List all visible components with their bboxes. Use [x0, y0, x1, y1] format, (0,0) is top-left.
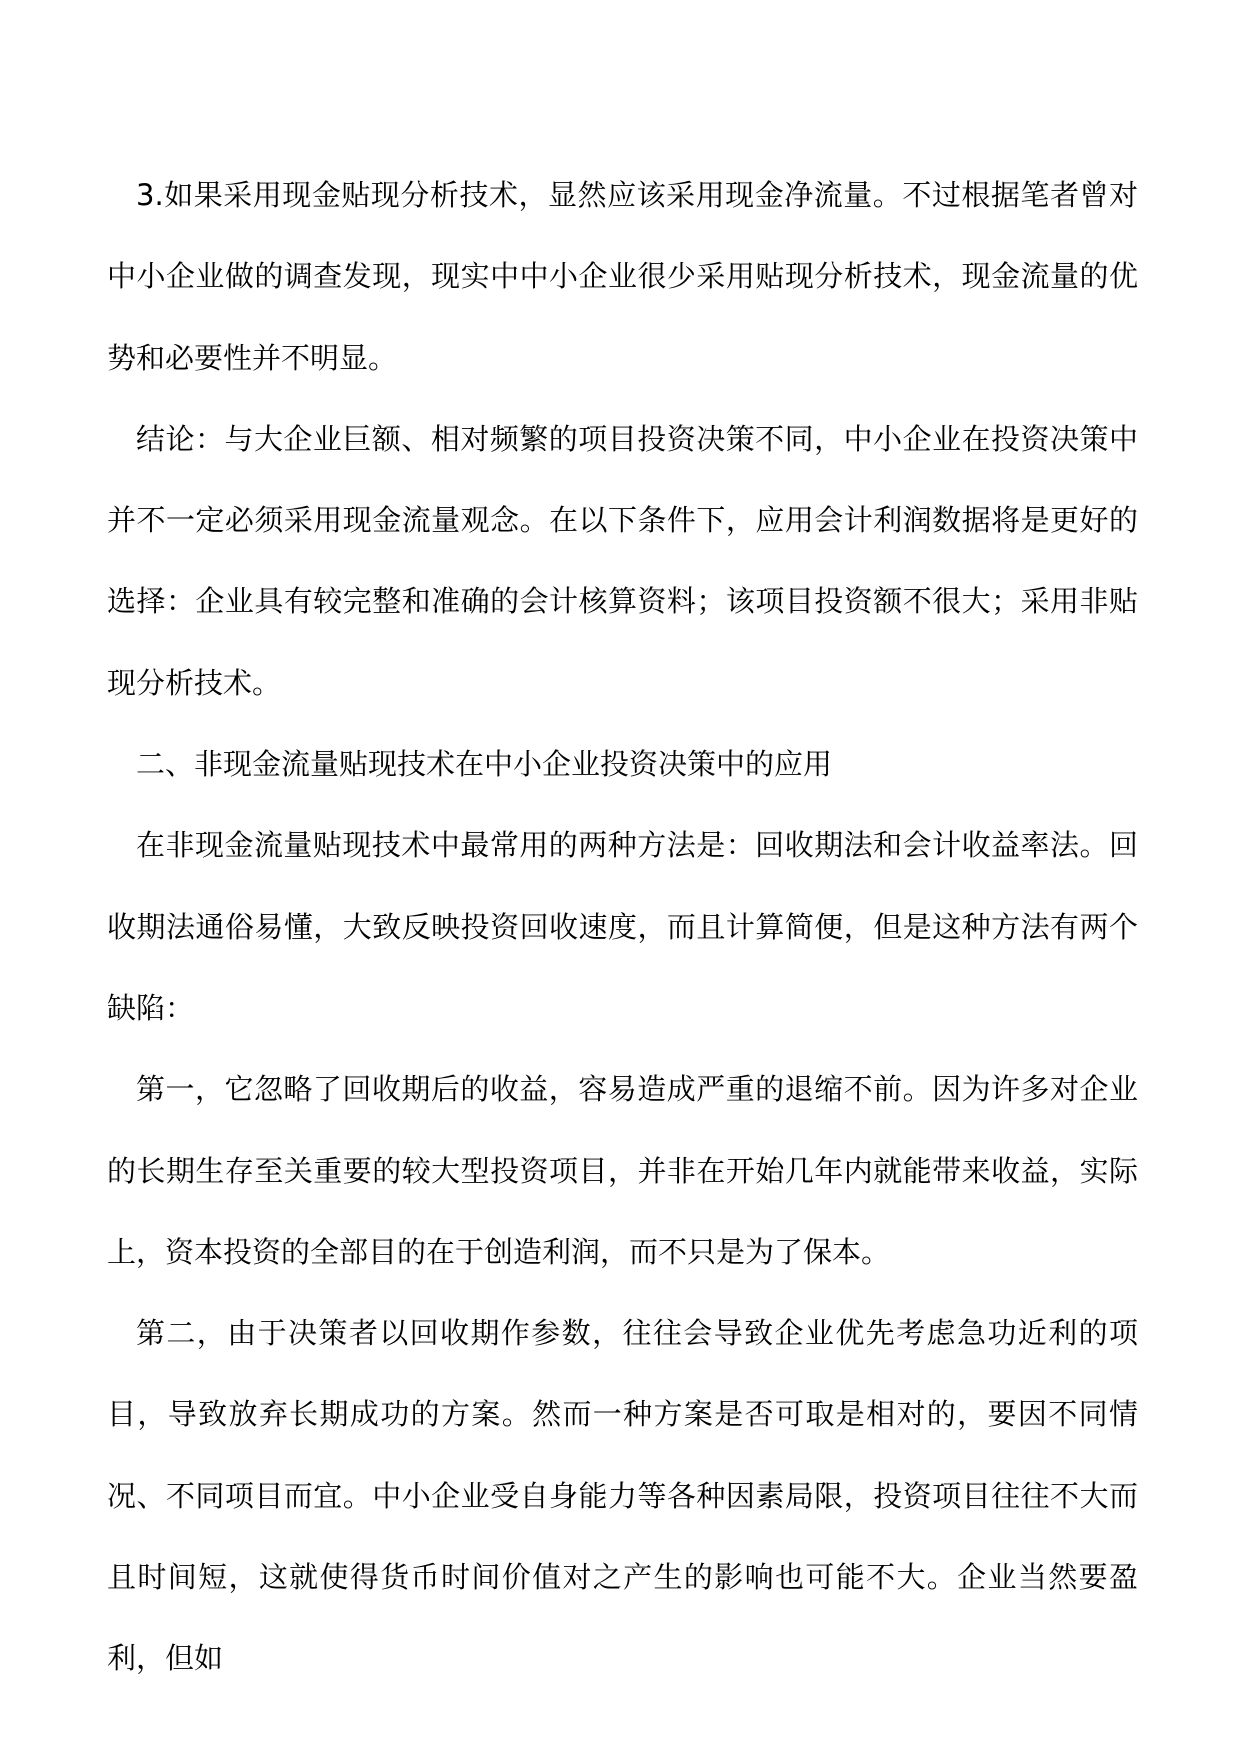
paragraph-methods-intro: 在非现金流量贴现技术中最常用的两种方法是：回收期法和会计收益率法。回收期法通俗易懂，大致反映投资回收速度，而且计算简便，但是这种方法有两个缺陷： — [107, 828, 1138, 1025]
paragraph-first-defect: 第一，它忽略了回收期后的收益，容易造成严重的退缩不前。因为许多对企业的长期生存至关重要的较大型投资项目，并非在开始几年内就能带来收益，实际上，资本投资的全部目的在于创造利润，而不只是为了保本。 — [107, 1072, 1138, 1269]
section-heading: 二、非现金流量贴现技术在中小企业投资决策中的应用 — [136, 747, 833, 782]
document-body — [107, 155, 1138, 1700]
paragraph-discount-analysis: 3.如果采用现金贴现分析技术，显然应该采用现金净流量。不过根据笔者曾对中小企业做的调查发现，现实中中小企业很少采用贴现分析技术，现金流量的优势和必要性并不明显。 — [107, 178, 1138, 375]
paragraph-second-defect: 第二，由于决策者以回收期作参数，往往会导致企业优先考虑急功近利的项目，导致放弃长期成功的方案。然而一种方案是否可取是相对的，要因不同情况、不同项目而宜。中小企业受自身能力等各种因素局限，投资项目往往不大而且时间短，这就使得货币时间价值对之产生的影响也可能不大。企业当然要盈利，但如 — [107, 1316, 1138, 1676]
paragraph-conclusion: 结论：与大企业巨额、相对频繁的项目投资决策不同，中小企业在投资决策中并不一定必须采用现金流量观念。在以下条件下，应用会计利润数据将是更好的选择：企业具有较完整和准确的会计核算资料；该项目投资额不很大；采用非贴现分析技术。 — [107, 421, 1138, 700]
